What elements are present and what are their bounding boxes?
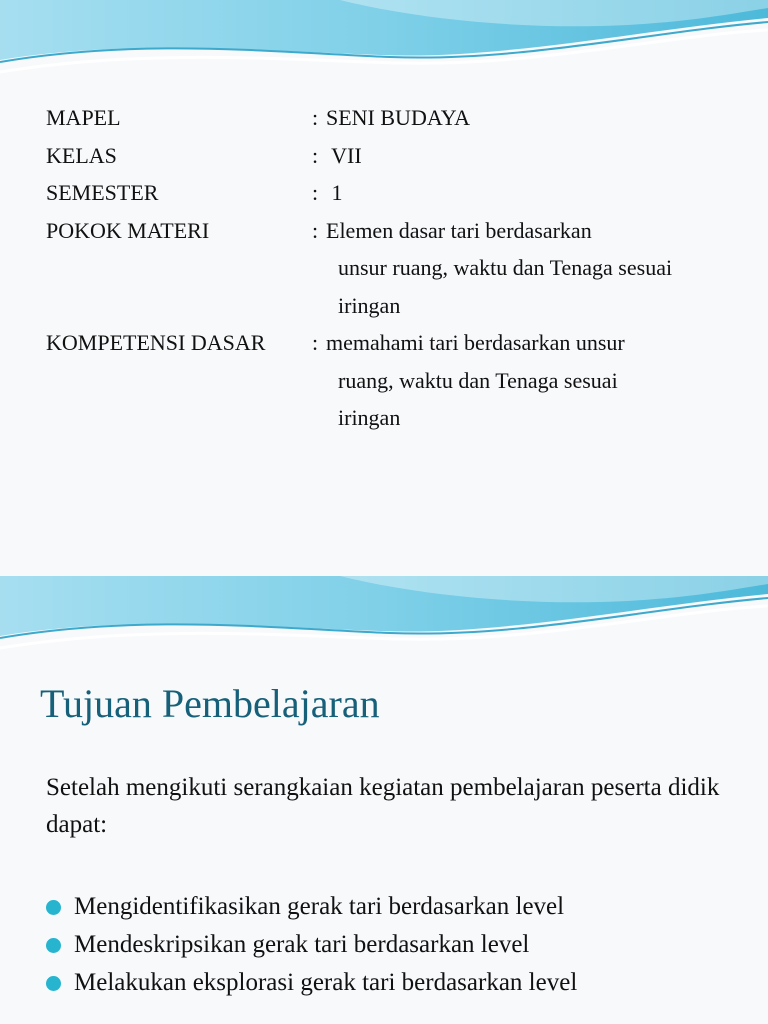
info-value: ruang, waktu dan Tenaga sesuai [338,367,618,393]
bullet-icon [46,976,61,991]
course-info [46,99,746,437]
info-colon: : [312,217,319,243]
list-item-text: Melakukan eksplorasi gerak tari berdasarkan level [74,969,578,996]
intro-text: Setelah mengikuti serangkaian kegiatan pembelajaran peserta didik dapat: [46,774,720,838]
bullet-icon [46,900,61,915]
info-value: Elemen dasar tari berdasarkan [326,217,592,243]
info-colon: : [312,105,319,130]
list-item-text: Mendeskripsikan gerak tari berdasarkan level [74,931,530,958]
info-value: 1 [326,180,343,205]
info-row-semester [46,174,746,212]
info-value: iringan [338,292,401,318]
info-label: MAPEL [46,105,121,130]
objectives-list [46,888,577,1002]
info-value: iringan [338,405,401,430]
wave-header-decoration [0,0,768,100]
info-row-kelas [46,137,746,175]
info-row-mapel [46,99,746,137]
info-row-pokok-materi [46,212,746,325]
info-value: memahami tari berdasarkan unsur [326,330,625,355]
info-colon: : [312,180,319,205]
wave-header-decoration [0,576,768,676]
list-item [46,964,577,1002]
slide-title: Tujuan Pembelajaran [40,681,380,726]
info-colon: : [312,330,319,355]
info-value: unsur ruang, waktu dan Tenaga sesuai [338,255,673,280]
info-label: KOMPETENSI DASAR [46,330,266,355]
info-value: VII [326,142,362,168]
info-value: SENI BUDAYA [326,105,471,130]
slide-2 [0,576,768,1024]
list-item-text: Mengidentifikasikan gerak tari berdasarkan level [74,893,565,920]
info-row-kompetensi-dasar [46,324,746,437]
info-colon: : [312,142,319,168]
info-label: SEMESTER [46,180,159,205]
info-label: KELAS [46,142,117,168]
list-item [46,926,577,964]
bullet-icon [46,938,61,953]
list-item [46,888,577,926]
info-label: POKOK MATERI [46,217,210,243]
